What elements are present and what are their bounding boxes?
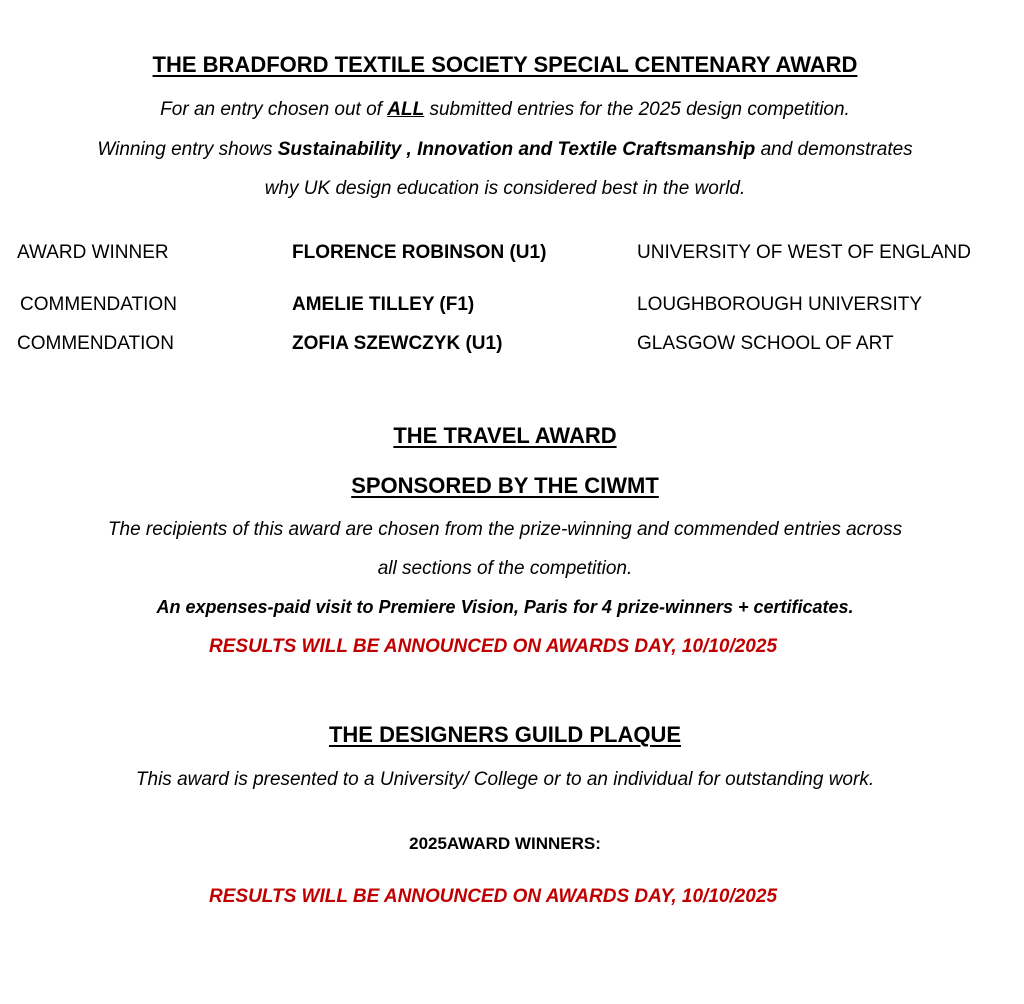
result-name: ZOFIA SZEWCZYK (U1) (292, 333, 503, 354)
result-name: AMELIE TILLEY (F1) (292, 294, 475, 315)
centenary-line-1-pre: For an entry chosen out of (160, 99, 388, 120)
result-name: FLORENCE ROBINSON (U1) (292, 242, 547, 263)
guild-desc: This award is presented to a University/ College or to an individual for outstanding work. (135, 769, 875, 790)
result-institution: UNIVERSITY OF WEST OF ENGLAND (637, 242, 971, 263)
result-award: AWARD WINNER (17, 242, 169, 263)
centenary-line-2-post: and demonstrates (755, 139, 913, 160)
travel-prize: An expenses-paid visit to Premiere Vision, Paris for 4 prize-winners + certificates. (156, 597, 854, 617)
centenary-line-2-emph: Sustainability , Innovation and Textile Craftsmanship (277, 139, 756, 160)
result-award: COMMENDATION (17, 333, 174, 354)
centenary-line-3: why UK design education is considered best in the world. (264, 178, 746, 199)
result-award: COMMENDATION (20, 294, 177, 315)
travel-desc-2: all sections of the competition. (377, 558, 633, 579)
guild-title: THE DESIGNERS GUILD PLAQUE (328, 722, 682, 747)
centenary-line-1-post: submitted entries for the 2025 design competition. (424, 99, 850, 120)
travel-desc-1: The recipients of this award are chosen from the prize-winning and commended entries across (107, 519, 903, 540)
centenary-title: THE BRADFORD TEXTILE SOCIETY SPECIAL CENTENARY AWARD (152, 52, 858, 77)
centenary-line-1-emph: ALL (387, 99, 425, 120)
travel-results-note: RESULTS WILL BE ANNOUNCED ON AWARDS DAY, 10/10/2025 (209, 636, 778, 657)
travel-subtitle: SPONSORED BY THE CIWMT (351, 473, 659, 498)
centenary-line-2-pre: Winning entry shows (97, 139, 278, 160)
guild-results-note: RESULTS WILL BE ANNOUNCED ON AWARDS DAY, 10/10/2025 (209, 886, 778, 907)
result-institution: GLASGOW SCHOOL OF ART (637, 333, 894, 354)
centenary-line-1 (0, 99, 1010, 121)
travel-title: THE TRAVEL AWARD (393, 423, 617, 448)
centenary-line-2 (0, 139, 1010, 161)
result-institution: LOUGHBOROUGH UNIVERSITY (637, 294, 923, 315)
guild-winners-label: 2025AWARD WINNERS: (409, 834, 601, 853)
